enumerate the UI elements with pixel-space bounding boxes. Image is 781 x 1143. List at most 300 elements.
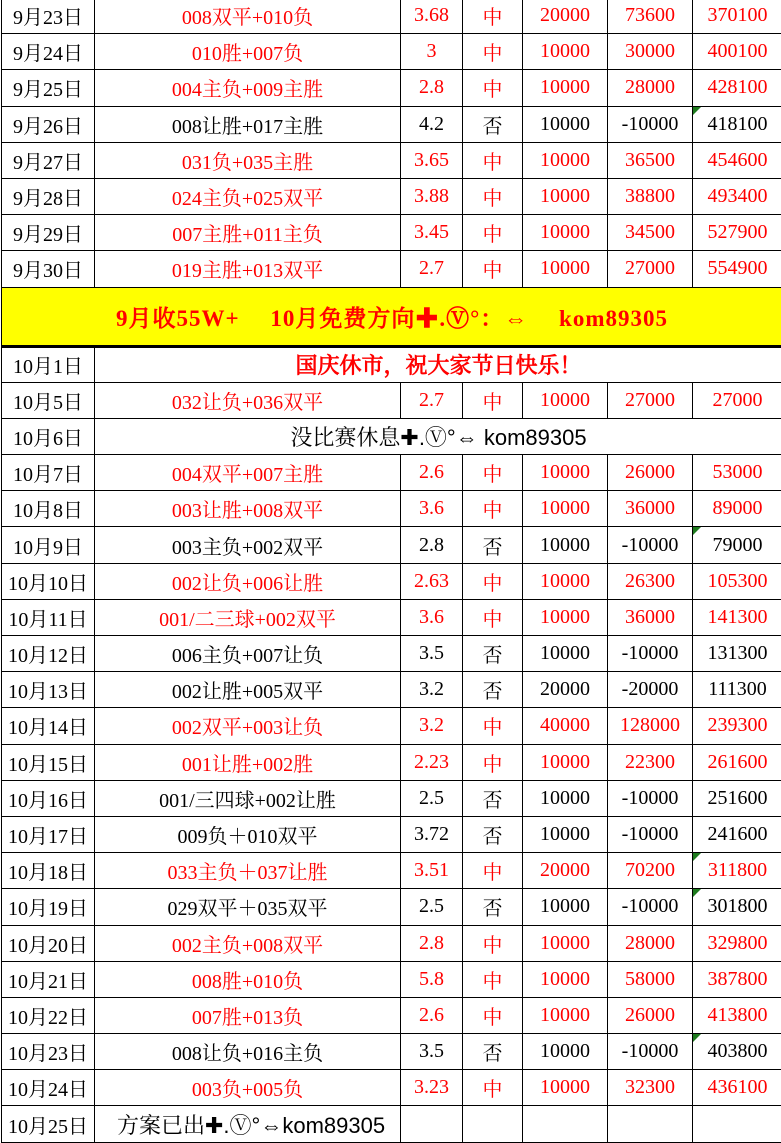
empty-cell — [523, 1106, 608, 1142]
pick-value: 008让负+016主负 — [171, 1043, 324, 1066]
date-cell — [2, 816, 95, 852]
date-value: 10月18日 — [8, 862, 88, 885]
bet-row — [2, 106, 781, 142]
pick-value: 001让胜+002胜 — [181, 753, 314, 776]
result-value: 中 — [482, 43, 503, 66]
odds-value: 3.6 — [419, 605, 444, 628]
pick-value: 024主负+025双平 — [171, 188, 324, 211]
profit-value: 28000 — [625, 76, 675, 99]
date-cell — [2, 889, 95, 925]
stake-cell — [523, 1034, 608, 1070]
pick-value: 002主负+008双平 — [171, 934, 324, 957]
profit-value: 28000 — [625, 931, 675, 954]
odds-cell — [401, 708, 463, 744]
promo-banner-cell — [2, 287, 781, 346]
odds-cell — [401, 142, 463, 178]
date-cell — [2, 1034, 95, 1070]
odds-value: 3.23 — [414, 1076, 449, 1099]
total-cell — [693, 925, 781, 961]
total-value: 111300 — [708, 678, 767, 701]
total-cell — [693, 142, 781, 178]
date-value: 10月19日 — [8, 898, 88, 921]
stake-value: 10000 — [540, 786, 590, 809]
stake-value: 10000 — [540, 931, 590, 954]
total-cell — [693, 1070, 781, 1106]
pick-value: 006主负+007让负 — [171, 645, 324, 668]
date-cell — [2, 106, 95, 142]
stake-cell — [523, 636, 608, 672]
date-cell — [2, 636, 95, 672]
pick-cell — [95, 106, 401, 142]
stake-value: 10000 — [540, 497, 590, 520]
total-value: 239300 — [707, 714, 768, 737]
date-value: 9月30日 — [13, 260, 83, 283]
result-value: 中 — [482, 7, 503, 30]
date-cell — [2, 34, 95, 70]
notice-cell — [95, 418, 781, 454]
date-value: 10月20日 — [8, 934, 88, 957]
result-value: 否 — [482, 536, 503, 559]
total-cell — [693, 455, 781, 491]
result-cell — [463, 1034, 523, 1070]
result-value: 中 — [482, 224, 503, 247]
pick-cell — [95, 997, 401, 1033]
date-value: 10月17日 — [8, 826, 88, 849]
pick-value: 004双平+007主胜 — [171, 464, 324, 487]
odds-cell — [401, 780, 463, 816]
bet-row — [2, 744, 781, 780]
stake-cell — [523, 382, 608, 418]
pick-value: 008胜+010负 — [191, 970, 304, 993]
date-cell — [2, 142, 95, 178]
pick-cell — [95, 563, 401, 599]
result-value: 中 — [482, 188, 503, 211]
date-cell — [2, 599, 95, 635]
profit-cell — [608, 70, 693, 106]
total-value: 301800 — [707, 895, 768, 918]
stake-value: 10000 — [540, 40, 590, 63]
result-cell — [463, 672, 523, 708]
date-value: 10月5日 — [13, 391, 83, 414]
total-cell — [693, 636, 781, 672]
stake-cell — [523, 215, 608, 251]
result-value: 中 — [482, 970, 503, 993]
total-value: 387800 — [707, 967, 768, 990]
odds-value: 2.23 — [414, 750, 449, 773]
profit-cell — [608, 744, 693, 780]
result-value: 否 — [482, 789, 503, 812]
notice-row — [2, 346, 781, 382]
odds-cell — [401, 0, 463, 34]
result-value: 中 — [482, 260, 503, 283]
pick-value: 003主负+002双平 — [171, 536, 324, 559]
pick-cell — [95, 780, 401, 816]
profit-cell — [608, 636, 693, 672]
bet-row — [2, 0, 781, 34]
result-cell — [463, 34, 523, 70]
bet-row — [2, 382, 781, 418]
pick-value: 007胜+013负 — [191, 1006, 304, 1029]
date-cell — [2, 997, 95, 1033]
profit-value: 27000 — [625, 388, 675, 411]
result-cell — [463, 527, 523, 563]
date-cell — [2, 744, 95, 780]
table-body — [2, 0, 781, 1142]
date-value: 9月29日 — [13, 224, 83, 247]
profit-value: -10000 — [621, 112, 679, 135]
corner-marker-icon — [693, 107, 701, 115]
profit-cell — [608, 997, 693, 1033]
pick-cell — [95, 178, 401, 214]
stake-cell — [523, 599, 608, 635]
result-value: 中 — [482, 500, 503, 523]
date-value: 10月12日 — [8, 645, 88, 668]
result-cell — [463, 215, 523, 251]
profit-value: 38800 — [625, 185, 675, 208]
bet-row — [2, 1070, 781, 1106]
profit-value: -20000 — [621, 678, 679, 701]
pick-cell — [95, 853, 401, 889]
total-cell — [693, 816, 781, 852]
pick-cell — [95, 1070, 401, 1106]
odds-value: 5.8 — [419, 967, 444, 990]
stake-cell — [523, 70, 608, 106]
profit-value: 32300 — [625, 1076, 675, 1099]
profit-value: 58000 — [625, 967, 675, 990]
total-value: 413800 — [707, 1003, 768, 1026]
result-value: 否 — [482, 645, 503, 668]
date-cell — [2, 527, 95, 563]
pick-value: 010胜+007负 — [191, 43, 304, 66]
bet-row — [2, 34, 781, 70]
pick-cell — [95, 251, 401, 287]
pick-cell — [95, 672, 401, 708]
stake-cell — [523, 672, 608, 708]
promo-banner-row — [2, 287, 781, 346]
result-value: 中 — [482, 391, 503, 414]
pick-cell — [95, 34, 401, 70]
bet-row — [2, 816, 781, 852]
odds-cell — [401, 106, 463, 142]
total-cell — [693, 708, 781, 744]
result-cell — [463, 889, 523, 925]
bet-row — [2, 925, 781, 961]
total-value: 403800 — [707, 1040, 768, 1063]
result-cell — [463, 455, 523, 491]
stake-value: 20000 — [540, 4, 590, 27]
stake-cell — [523, 816, 608, 852]
corner-marker-icon — [693, 889, 701, 897]
pick-value: 029双平＋035双平 — [167, 898, 328, 921]
odds-value: 3.2 — [419, 678, 444, 701]
odds-cell — [401, 491, 463, 527]
odds-cell — [401, 925, 463, 961]
profit-cell — [608, 34, 693, 70]
odds-value: 4.2 — [419, 112, 444, 135]
odds-value: 3.51 — [414, 859, 449, 882]
result-value: 中 — [482, 753, 503, 776]
profit-value: 30000 — [625, 40, 675, 63]
stake-value: 20000 — [540, 678, 590, 701]
date-value: 10月1日 — [13, 356, 83, 379]
date-value: 10月13日 — [8, 681, 88, 704]
pick-value: 003负+005负 — [191, 1079, 304, 1102]
date-value: 10月22日 — [8, 1006, 88, 1029]
odds-cell — [401, 178, 463, 214]
stake-value: 10000 — [540, 148, 590, 171]
stake-value: 10000 — [540, 221, 590, 244]
pick-cell — [95, 142, 401, 178]
profit-value: 26000 — [625, 1003, 675, 1026]
profit-value: -10000 — [621, 1040, 679, 1063]
total-value: 241600 — [707, 823, 768, 846]
stake-value: 10000 — [540, 388, 590, 411]
total-value: 454600 — [707, 148, 768, 171]
date-cell — [2, 178, 95, 214]
stake-value: 10000 — [540, 1076, 590, 1099]
total-value: 261600 — [707, 750, 768, 773]
pick-value: 033主负＋037让胜 — [167, 862, 328, 885]
result-value: 中 — [482, 151, 503, 174]
result-cell — [463, 708, 523, 744]
total-cell — [693, 491, 781, 527]
bet-row — [2, 636, 781, 672]
result-cell — [463, 780, 523, 816]
plan-text: 方案已出✚.Ⓥ°⇔kom89305 — [117, 1112, 386, 1138]
pick-value: 007主胜+011主负 — [172, 224, 323, 247]
result-cell — [463, 563, 523, 599]
date-value: 10月16日 — [8, 789, 88, 812]
bet-row — [2, 599, 781, 635]
stake-value: 10000 — [540, 895, 590, 918]
notice-text: 国庆休市，祝大家节日快乐！ — [295, 353, 582, 379]
total-value: 428100 — [707, 76, 768, 99]
profit-value: 26000 — [625, 461, 675, 484]
pick-cell — [95, 382, 401, 418]
bet-row — [2, 1034, 781, 1070]
stake-cell — [523, 178, 608, 214]
odds-value: 3.5 — [419, 642, 444, 665]
stake-value: 10000 — [540, 569, 590, 592]
date-cell — [2, 251, 95, 287]
odds-cell — [401, 997, 463, 1033]
bet-row — [2, 672, 781, 708]
stake-cell — [523, 1070, 608, 1106]
profit-value: 36000 — [625, 605, 675, 628]
result-cell — [463, 961, 523, 997]
pick-cell — [95, 636, 401, 672]
total-cell — [693, 780, 781, 816]
stake-value: 10000 — [540, 1040, 590, 1063]
total-value: 436100 — [707, 1076, 768, 1099]
total-value: 493400 — [707, 185, 768, 208]
result-cell — [463, 1070, 523, 1106]
notice-row — [2, 418, 781, 454]
odds-value: 2.6 — [419, 461, 444, 484]
pick-value: 009负＋010双平 — [177, 826, 318, 849]
stake-value: 10000 — [540, 461, 590, 484]
profit-value: 70200 — [625, 859, 675, 882]
date-value: 9月25日 — [13, 79, 83, 102]
result-cell — [463, 599, 523, 635]
pick-cell — [95, 816, 401, 852]
bet-row — [2, 708, 781, 744]
result-cell — [463, 816, 523, 852]
pick-cell — [95, 215, 401, 251]
total-value: 554900 — [707, 257, 768, 280]
profit-cell — [608, 780, 693, 816]
result-cell — [463, 636, 523, 672]
stake-cell — [523, 491, 608, 527]
date-cell — [2, 672, 95, 708]
result-value: 中 — [482, 79, 503, 102]
date-cell — [2, 0, 95, 34]
pick-cell — [95, 70, 401, 106]
bet-row — [2, 780, 781, 816]
stake-value: 10000 — [540, 605, 590, 628]
pick-cell — [95, 708, 401, 744]
pick-cell — [95, 0, 401, 34]
bet-row — [2, 178, 781, 214]
bet-row — [2, 70, 781, 106]
corner-marker-icon — [693, 527, 701, 535]
stake-value: 10000 — [540, 823, 590, 846]
profit-cell — [608, 491, 693, 527]
date-cell — [2, 455, 95, 491]
odds-cell — [401, 1070, 463, 1106]
total-value: 89000 — [712, 497, 763, 520]
date-cell — [2, 1106, 95, 1142]
profit-cell — [608, 455, 693, 491]
stake-cell — [523, 961, 608, 997]
stake-value: 10000 — [540, 112, 590, 135]
bet-row — [2, 527, 781, 563]
profit-cell — [608, 708, 693, 744]
profit-value: -10000 — [621, 533, 679, 556]
bet-row — [2, 455, 781, 491]
odds-cell — [401, 251, 463, 287]
stake-cell — [523, 251, 608, 287]
date-cell — [2, 382, 95, 418]
odds-cell — [401, 455, 463, 491]
stake-value: 20000 — [540, 859, 590, 882]
date-cell — [2, 346, 95, 382]
stake-cell — [523, 455, 608, 491]
date-cell — [2, 418, 95, 454]
bet-row — [2, 563, 781, 599]
profit-cell — [608, 672, 693, 708]
notice-cell — [95, 346, 781, 382]
profit-value: 73600 — [625, 4, 675, 27]
odds-value: 3.88 — [414, 185, 449, 208]
pick-value: 019主胜+013双平 — [171, 260, 324, 283]
stake-cell — [523, 0, 608, 34]
total-value: 329800 — [707, 931, 768, 954]
total-value: 105300 — [707, 569, 768, 592]
result-cell — [463, 382, 523, 418]
date-cell — [2, 780, 95, 816]
total-cell — [693, 70, 781, 106]
stake-cell — [523, 142, 608, 178]
empty-cell — [693, 1106, 781, 1142]
odds-cell — [401, 599, 463, 635]
odds-cell — [401, 563, 463, 599]
total-cell — [693, 744, 781, 780]
profit-value: 34500 — [625, 221, 675, 244]
pick-value: 008双平+010负 — [181, 7, 314, 30]
total-value: 418100 — [707, 112, 768, 135]
result-value: 中 — [482, 464, 503, 487]
odds-value: 2.8 — [419, 76, 444, 99]
profit-cell — [608, 251, 693, 287]
stake-cell — [523, 34, 608, 70]
stake-value: 10000 — [540, 967, 590, 990]
total-value: 27000 — [712, 388, 763, 411]
stake-value: 10000 — [540, 257, 590, 280]
profit-value: 128000 — [620, 714, 680, 737]
result-value: 中 — [482, 1079, 503, 1102]
stake-cell — [523, 708, 608, 744]
odds-value: 3.5 — [419, 1040, 444, 1063]
total-cell — [693, 527, 781, 563]
profit-value: 36000 — [625, 497, 675, 520]
result-value: 中 — [482, 717, 503, 740]
odds-value: 3.6 — [419, 497, 444, 520]
odds-value: 2.7 — [419, 257, 444, 280]
profit-cell — [608, 178, 693, 214]
stake-cell — [523, 889, 608, 925]
stake-cell — [523, 106, 608, 142]
pick-cell — [95, 1034, 401, 1070]
profit-value: -10000 — [621, 895, 679, 918]
promo-banner-text: 9月收55W+ 10月免费方向✚.Ⓥ°：⇔ kom89305 — [115, 305, 668, 331]
total-value: 311800 — [707, 859, 768, 882]
total-cell — [693, 1034, 781, 1070]
profit-cell — [608, 1034, 693, 1070]
stake-value: 10000 — [540, 750, 590, 773]
total-cell — [693, 178, 781, 214]
odds-cell — [401, 382, 463, 418]
profit-cell — [608, 0, 693, 34]
total-value: 141300 — [707, 605, 768, 628]
pick-cell — [95, 961, 401, 997]
odds-value: 3.65 — [414, 148, 449, 171]
date-value: 9月24日 — [13, 43, 83, 66]
profit-cell — [608, 1070, 693, 1106]
odds-cell — [401, 816, 463, 852]
result-cell — [463, 106, 523, 142]
odds-value: 2.6 — [419, 1003, 444, 1026]
odds-value: 2.63 — [414, 569, 449, 592]
odds-value: 3.68 — [414, 4, 449, 27]
date-value: 10月14日 — [8, 717, 88, 740]
bet-row — [2, 215, 781, 251]
pick-cell — [95, 744, 401, 780]
result-cell — [463, 178, 523, 214]
stake-cell — [523, 563, 608, 599]
date-value: 9月23日 — [13, 7, 83, 30]
date-value: 10月23日 — [8, 1043, 88, 1066]
total-value: 527900 — [707, 221, 768, 244]
date-cell — [2, 563, 95, 599]
odds-cell — [401, 215, 463, 251]
result-value: 中 — [482, 862, 503, 885]
bet-row — [2, 889, 781, 925]
profit-cell — [608, 382, 693, 418]
result-cell — [463, 925, 523, 961]
odds-value: 2.8 — [419, 533, 444, 556]
total-cell — [693, 251, 781, 287]
